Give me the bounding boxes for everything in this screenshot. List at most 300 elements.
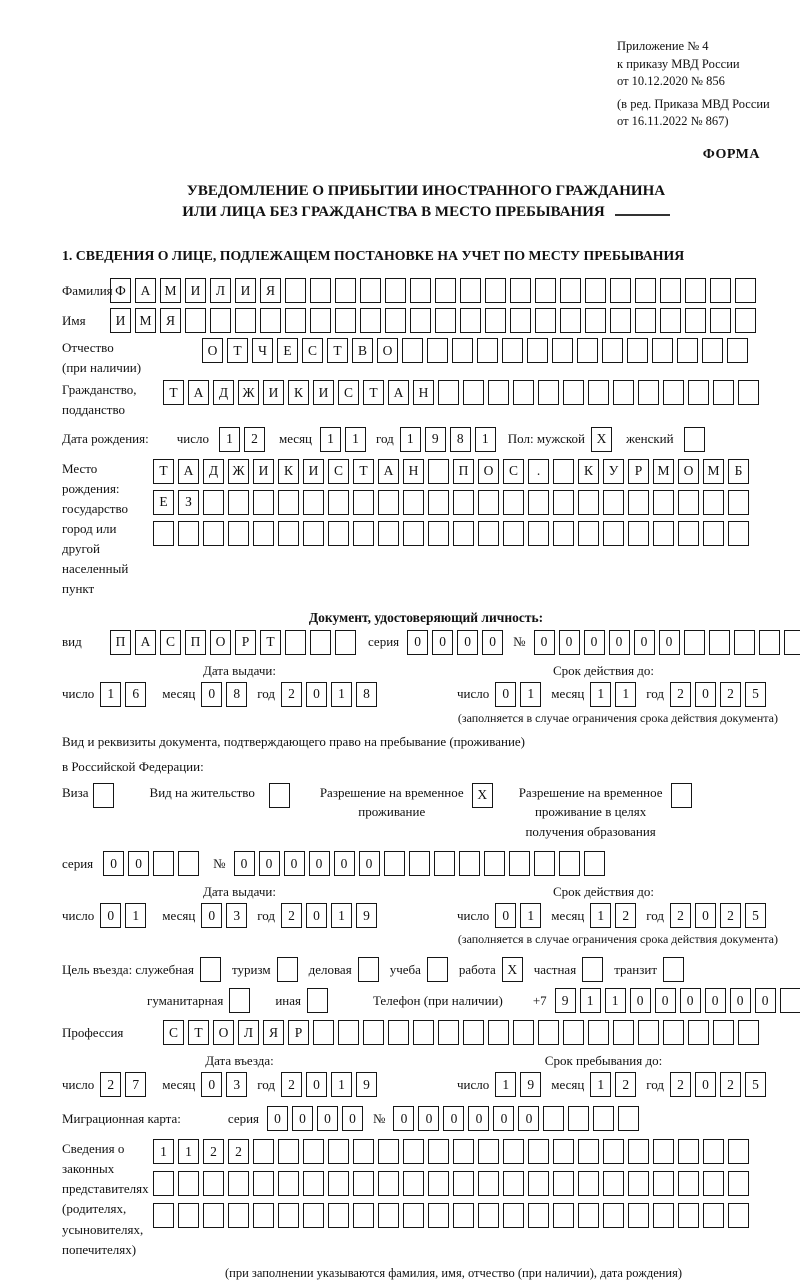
- form-cell[interactable]: О: [213, 1020, 234, 1045]
- form-cell[interactable]: [228, 1203, 249, 1228]
- form-cell[interactable]: [463, 380, 484, 405]
- form-cell[interactable]: 0: [495, 903, 516, 928]
- form-cell[interactable]: [285, 630, 306, 655]
- form-cell[interactable]: Н: [403, 459, 424, 484]
- form-cell[interactable]: О: [478, 459, 499, 484]
- form-cell[interactable]: [628, 1139, 649, 1164]
- form-cell[interactable]: [485, 278, 506, 303]
- form-cell[interactable]: Т: [363, 380, 384, 405]
- form-cell[interactable]: [185, 308, 206, 333]
- form-cell[interactable]: [509, 851, 530, 876]
- form-cell[interactable]: [553, 1139, 574, 1164]
- form-cell[interactable]: [485, 308, 506, 333]
- form-cell[interactable]: [427, 338, 448, 363]
- form-cell[interactable]: [660, 278, 681, 303]
- form-cell[interactable]: [703, 1139, 724, 1164]
- form-cell[interactable]: [710, 308, 731, 333]
- form-cell[interactable]: [178, 851, 199, 876]
- form-cell[interactable]: И: [253, 459, 274, 484]
- form-cell[interactable]: 2: [615, 1072, 636, 1097]
- form-cell[interactable]: [638, 380, 659, 405]
- form-cell[interactable]: [578, 521, 599, 546]
- form-cell[interactable]: [684, 630, 705, 655]
- form-cell[interactable]: [410, 278, 431, 303]
- form-cell[interactable]: 0: [493, 1106, 514, 1131]
- form-cell[interactable]: [477, 338, 498, 363]
- form-cell[interactable]: [153, 521, 174, 546]
- form-cell[interactable]: [663, 380, 684, 405]
- form-cell[interactable]: О: [202, 338, 223, 363]
- form-cell[interactable]: [703, 490, 724, 515]
- form-cell[interactable]: [338, 1020, 359, 1045]
- form-cell[interactable]: 0: [359, 851, 380, 876]
- form-cell[interactable]: 0: [634, 630, 655, 655]
- form-cell[interactable]: [678, 1203, 699, 1228]
- form-cell[interactable]: [428, 1203, 449, 1228]
- form-cell[interactable]: [153, 1203, 174, 1228]
- form-cell[interactable]: 2: [100, 1072, 121, 1097]
- form-cell[interactable]: [610, 278, 631, 303]
- form-cell[interactable]: [553, 521, 574, 546]
- form-cell[interactable]: [278, 521, 299, 546]
- form-cell[interactable]: [384, 851, 405, 876]
- form-cell[interactable]: [178, 521, 199, 546]
- form-cell[interactable]: 0: [201, 903, 222, 928]
- form-cell[interactable]: [438, 380, 459, 405]
- form-cell[interactable]: [663, 957, 684, 982]
- form-cell[interactable]: [613, 380, 634, 405]
- form-cell[interactable]: 2: [720, 903, 741, 928]
- form-cell[interactable]: [560, 308, 581, 333]
- form-cell[interactable]: [303, 1139, 324, 1164]
- form-cell[interactable]: [502, 338, 523, 363]
- form-cell[interactable]: [403, 1203, 424, 1228]
- form-cell[interactable]: 3: [226, 903, 247, 928]
- form-cell[interactable]: 0: [306, 1072, 327, 1097]
- form-cell[interactable]: О: [210, 630, 231, 655]
- form-cell[interactable]: 0: [267, 1106, 288, 1131]
- form-cell[interactable]: 0: [584, 630, 605, 655]
- form-cell[interactable]: [553, 1203, 574, 1228]
- form-cell[interactable]: [428, 1139, 449, 1164]
- form-cell[interactable]: [593, 1106, 614, 1131]
- form-cell[interactable]: 0: [306, 682, 327, 707]
- form-cell[interactable]: [303, 521, 324, 546]
- form-cell[interactable]: [528, 1171, 549, 1196]
- form-cell[interactable]: [534, 851, 555, 876]
- form-cell[interactable]: [503, 1203, 524, 1228]
- form-cell[interactable]: [703, 1203, 724, 1228]
- form-cell[interactable]: [428, 521, 449, 546]
- form-cell[interactable]: [203, 1171, 224, 1196]
- form-cell[interactable]: [603, 521, 624, 546]
- form-cell[interactable]: [278, 490, 299, 515]
- form-cell[interactable]: 0: [695, 1072, 716, 1097]
- form-cell[interactable]: 1: [615, 682, 636, 707]
- form-cell[interactable]: [628, 1203, 649, 1228]
- form-cell[interactable]: [403, 490, 424, 515]
- form-cell[interactable]: [307, 988, 328, 1013]
- form-cell[interactable]: [635, 278, 656, 303]
- form-cell[interactable]: [452, 338, 473, 363]
- form-cell[interactable]: [528, 1203, 549, 1228]
- form-cell[interactable]: 0: [201, 1072, 222, 1097]
- form-cell[interactable]: [603, 1171, 624, 1196]
- form-cell[interactable]: X: [591, 427, 612, 452]
- form-cell[interactable]: [503, 490, 524, 515]
- form-cell[interactable]: [378, 490, 399, 515]
- form-cell[interactable]: [685, 308, 706, 333]
- form-cell[interactable]: 0: [201, 682, 222, 707]
- form-cell[interactable]: 0: [695, 682, 716, 707]
- form-cell[interactable]: 0: [100, 903, 121, 928]
- form-cell[interactable]: Е: [153, 490, 174, 515]
- form-cell[interactable]: 1: [125, 903, 146, 928]
- form-cell[interactable]: [460, 278, 481, 303]
- form-cell[interactable]: [735, 308, 756, 333]
- form-cell[interactable]: [153, 851, 174, 876]
- form-cell[interactable]: [628, 490, 649, 515]
- form-cell[interactable]: [360, 278, 381, 303]
- form-cell[interactable]: [328, 1203, 349, 1228]
- form-cell[interactable]: [528, 1139, 549, 1164]
- form-cell[interactable]: [728, 1139, 749, 1164]
- form-cell[interactable]: [253, 1203, 274, 1228]
- form-cell[interactable]: 2: [720, 682, 741, 707]
- form-cell[interactable]: И: [303, 459, 324, 484]
- form-cell[interactable]: [653, 1203, 674, 1228]
- form-cell[interactable]: [335, 308, 356, 333]
- form-cell[interactable]: [728, 1171, 749, 1196]
- form-cell[interactable]: [728, 1203, 749, 1228]
- form-cell[interactable]: [563, 380, 584, 405]
- form-cell[interactable]: И: [263, 380, 284, 405]
- form-cell[interactable]: [728, 521, 749, 546]
- form-cell[interactable]: [203, 521, 224, 546]
- form-cell[interactable]: [663, 1020, 684, 1045]
- form-cell[interactable]: 1: [153, 1139, 174, 1164]
- form-cell[interactable]: [153, 1171, 174, 1196]
- form-cell[interactable]: [260, 308, 281, 333]
- form-cell[interactable]: [510, 308, 531, 333]
- form-cell[interactable]: [488, 1020, 509, 1045]
- form-cell[interactable]: С: [160, 630, 181, 655]
- form-cell[interactable]: Н: [413, 380, 434, 405]
- form-cell[interactable]: З: [178, 490, 199, 515]
- form-cell[interactable]: [178, 1171, 199, 1196]
- form-cell[interactable]: [688, 380, 709, 405]
- form-cell[interactable]: Т: [153, 459, 174, 484]
- form-cell[interactable]: 1: [100, 682, 121, 707]
- form-cell[interactable]: [653, 490, 674, 515]
- form-cell[interactable]: 0: [534, 630, 555, 655]
- form-cell[interactable]: 0: [128, 851, 149, 876]
- form-cell[interactable]: [638, 1020, 659, 1045]
- form-cell[interactable]: [503, 1139, 524, 1164]
- form-cell[interactable]: [277, 957, 298, 982]
- form-cell[interactable]: 0: [234, 851, 255, 876]
- form-cell[interactable]: [388, 1020, 409, 1045]
- form-cell[interactable]: [538, 1020, 559, 1045]
- form-cell[interactable]: [210, 308, 231, 333]
- form-cell[interactable]: Р: [288, 1020, 309, 1045]
- form-cell[interactable]: [528, 490, 549, 515]
- form-cell[interactable]: [510, 278, 531, 303]
- form-cell[interactable]: [434, 851, 455, 876]
- form-cell[interactable]: Т: [353, 459, 374, 484]
- form-cell[interactable]: И: [185, 278, 206, 303]
- form-cell[interactable]: 2: [670, 903, 691, 928]
- form-cell[interactable]: [378, 521, 399, 546]
- form-cell[interactable]: [409, 851, 430, 876]
- form-cell[interactable]: [735, 278, 756, 303]
- form-cell[interactable]: Ж: [238, 380, 259, 405]
- form-cell[interactable]: Е: [277, 338, 298, 363]
- form-cell[interactable]: [603, 490, 624, 515]
- form-cell[interactable]: М: [703, 459, 724, 484]
- form-cell[interactable]: [353, 1139, 374, 1164]
- form-cell[interactable]: [618, 1106, 639, 1131]
- form-cell[interactable]: Я: [260, 278, 281, 303]
- form-cell[interactable]: [278, 1139, 299, 1164]
- form-cell[interactable]: 1: [590, 682, 611, 707]
- form-cell[interactable]: 0: [468, 1106, 489, 1131]
- form-cell[interactable]: 1: [495, 1072, 516, 1097]
- form-cell[interactable]: 0: [630, 988, 651, 1013]
- form-cell[interactable]: [328, 490, 349, 515]
- form-cell[interactable]: [453, 1139, 474, 1164]
- form-cell[interactable]: [310, 308, 331, 333]
- form-cell[interactable]: [568, 1106, 589, 1131]
- form-cell[interactable]: [652, 338, 673, 363]
- form-cell[interactable]: [535, 308, 556, 333]
- form-cell[interactable]: [543, 1106, 564, 1131]
- form-cell[interactable]: .: [528, 459, 549, 484]
- form-cell[interactable]: [738, 380, 759, 405]
- form-cell[interactable]: [328, 1171, 349, 1196]
- form-cell[interactable]: [478, 1203, 499, 1228]
- form-cell[interactable]: 7: [125, 1072, 146, 1097]
- form-cell[interactable]: [303, 490, 324, 515]
- form-cell[interactable]: 0: [418, 1106, 439, 1131]
- form-cell[interactable]: X: [472, 783, 493, 808]
- form-cell[interactable]: [635, 308, 656, 333]
- form-cell[interactable]: [553, 1171, 574, 1196]
- form-cell[interactable]: [678, 521, 699, 546]
- form-cell[interactable]: [702, 338, 723, 363]
- form-cell[interactable]: 0: [407, 630, 428, 655]
- form-cell[interactable]: [527, 338, 548, 363]
- form-cell[interactable]: П: [453, 459, 474, 484]
- form-cell[interactable]: [528, 521, 549, 546]
- form-cell[interactable]: Ж: [228, 459, 249, 484]
- form-cell[interactable]: [402, 338, 423, 363]
- form-cell[interactable]: 0: [609, 630, 630, 655]
- form-cell[interactable]: А: [135, 278, 156, 303]
- form-cell[interactable]: [93, 783, 114, 808]
- form-cell[interactable]: [358, 957, 379, 982]
- form-cell[interactable]: [488, 380, 509, 405]
- form-cell[interactable]: [738, 1020, 759, 1045]
- form-cell[interactable]: [671, 783, 692, 808]
- form-cell[interactable]: [553, 490, 574, 515]
- form-cell[interactable]: 8: [356, 682, 377, 707]
- form-cell[interactable]: [428, 1171, 449, 1196]
- form-cell[interactable]: [428, 490, 449, 515]
- form-cell[interactable]: [228, 521, 249, 546]
- form-cell[interactable]: [678, 1139, 699, 1164]
- form-cell[interactable]: [285, 278, 306, 303]
- form-cell[interactable]: 0: [292, 1106, 313, 1131]
- form-cell[interactable]: 0: [695, 903, 716, 928]
- form-cell[interactable]: 0: [306, 903, 327, 928]
- form-cell[interactable]: [603, 1203, 624, 1228]
- form-cell[interactable]: 0: [342, 1106, 363, 1131]
- form-cell[interactable]: 1: [580, 988, 601, 1013]
- form-cell[interactable]: 9: [356, 1072, 377, 1097]
- form-cell[interactable]: [378, 1139, 399, 1164]
- form-cell[interactable]: [513, 380, 534, 405]
- form-cell[interactable]: [478, 521, 499, 546]
- form-cell[interactable]: [678, 490, 699, 515]
- form-cell[interactable]: 0: [103, 851, 124, 876]
- form-cell[interactable]: [285, 308, 306, 333]
- form-cell[interactable]: [303, 1203, 324, 1228]
- form-cell[interactable]: С: [163, 1020, 184, 1045]
- form-cell[interactable]: [253, 1171, 274, 1196]
- form-cell[interactable]: [678, 1171, 699, 1196]
- form-cell[interactable]: [653, 1139, 674, 1164]
- form-cell[interactable]: 2: [228, 1139, 249, 1164]
- form-cell[interactable]: 1: [590, 903, 611, 928]
- form-cell[interactable]: 0: [284, 851, 305, 876]
- form-cell[interactable]: А: [178, 459, 199, 484]
- form-cell[interactable]: [578, 1203, 599, 1228]
- form-cell[interactable]: [269, 783, 290, 808]
- form-cell[interactable]: [484, 851, 505, 876]
- form-cell[interactable]: Р: [235, 630, 256, 655]
- form-cell[interactable]: 0: [705, 988, 726, 1013]
- form-cell[interactable]: К: [278, 459, 299, 484]
- form-cell[interactable]: 2: [615, 903, 636, 928]
- form-cell[interactable]: [552, 338, 573, 363]
- form-cell[interactable]: [653, 521, 674, 546]
- form-cell[interactable]: [577, 338, 598, 363]
- form-cell[interactable]: [759, 630, 780, 655]
- form-cell[interactable]: 1: [178, 1139, 199, 1164]
- form-cell[interactable]: 0: [443, 1106, 464, 1131]
- form-cell[interactable]: 0: [559, 630, 580, 655]
- form-cell[interactable]: [253, 490, 274, 515]
- form-cell[interactable]: С: [302, 338, 323, 363]
- form-cell[interactable]: [278, 1203, 299, 1228]
- form-cell[interactable]: 0: [495, 682, 516, 707]
- form-cell[interactable]: [535, 278, 556, 303]
- form-cell[interactable]: [427, 957, 448, 982]
- form-cell[interactable]: [228, 1171, 249, 1196]
- form-cell[interactable]: 0: [393, 1106, 414, 1131]
- form-cell[interactable]: 2: [244, 427, 265, 452]
- form-cell[interactable]: [709, 630, 730, 655]
- form-cell[interactable]: П: [110, 630, 131, 655]
- form-cell[interactable]: [413, 1020, 434, 1045]
- form-cell[interactable]: 0: [432, 630, 453, 655]
- form-cell[interactable]: [310, 630, 331, 655]
- form-cell[interactable]: С: [338, 380, 359, 405]
- form-cell[interactable]: У: [603, 459, 624, 484]
- form-cell[interactable]: [582, 957, 603, 982]
- form-cell[interactable]: О: [678, 459, 699, 484]
- form-cell[interactable]: [727, 338, 748, 363]
- form-cell[interactable]: [613, 1020, 634, 1045]
- form-cell[interactable]: 8: [226, 682, 247, 707]
- form-cell[interactable]: [610, 308, 631, 333]
- form-cell[interactable]: [478, 1139, 499, 1164]
- form-cell[interactable]: [438, 1020, 459, 1045]
- form-cell[interactable]: [229, 988, 250, 1013]
- form-cell[interactable]: Я: [160, 308, 181, 333]
- form-cell[interactable]: 2: [670, 1072, 691, 1097]
- form-cell[interactable]: [780, 988, 800, 1013]
- form-cell[interactable]: М: [135, 308, 156, 333]
- form-cell[interactable]: [310, 278, 331, 303]
- form-cell[interactable]: [203, 490, 224, 515]
- form-cell[interactable]: 5: [745, 903, 766, 928]
- form-cell[interactable]: 2: [281, 903, 302, 928]
- form-cell[interactable]: 0: [309, 851, 330, 876]
- form-cell[interactable]: 1: [331, 903, 352, 928]
- form-cell[interactable]: [553, 459, 574, 484]
- form-cell[interactable]: 0: [457, 630, 478, 655]
- form-cell[interactable]: [328, 521, 349, 546]
- form-cell[interactable]: [453, 1171, 474, 1196]
- form-cell[interactable]: Ф: [110, 278, 131, 303]
- form-cell[interactable]: [627, 338, 648, 363]
- form-cell[interactable]: [578, 490, 599, 515]
- form-cell[interactable]: [538, 380, 559, 405]
- form-cell[interactable]: [353, 1203, 374, 1228]
- form-cell[interactable]: 6: [125, 682, 146, 707]
- form-cell[interactable]: О: [377, 338, 398, 363]
- form-cell[interactable]: [728, 490, 749, 515]
- form-cell[interactable]: [200, 957, 221, 982]
- form-cell[interactable]: 1: [345, 427, 366, 452]
- form-cell[interactable]: Т: [327, 338, 348, 363]
- form-cell[interactable]: [503, 1171, 524, 1196]
- form-cell[interactable]: [459, 851, 480, 876]
- form-cell[interactable]: [478, 1171, 499, 1196]
- form-cell[interactable]: Л: [210, 278, 231, 303]
- form-cell[interactable]: Д: [203, 459, 224, 484]
- form-cell[interactable]: [713, 1020, 734, 1045]
- form-cell[interactable]: Д: [213, 380, 234, 405]
- form-cell[interactable]: [463, 1020, 484, 1045]
- form-cell[interactable]: [784, 630, 800, 655]
- form-cell[interactable]: [403, 521, 424, 546]
- form-cell[interactable]: [428, 459, 449, 484]
- form-cell[interactable]: А: [388, 380, 409, 405]
- form-cell[interactable]: [453, 1203, 474, 1228]
- form-cell[interactable]: К: [578, 459, 599, 484]
- form-cell[interactable]: [503, 521, 524, 546]
- form-cell[interactable]: 2: [203, 1139, 224, 1164]
- form-cell[interactable]: [677, 338, 698, 363]
- form-cell[interactable]: А: [378, 459, 399, 484]
- form-cell[interactable]: 0: [334, 851, 355, 876]
- form-cell[interactable]: 1: [331, 1072, 352, 1097]
- form-cell[interactable]: 0: [259, 851, 280, 876]
- form-cell[interactable]: [353, 490, 374, 515]
